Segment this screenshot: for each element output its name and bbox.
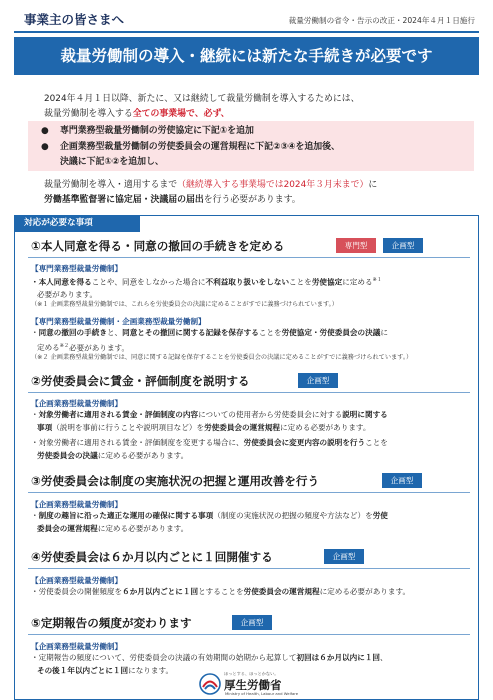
section-3-title: ③労使委員会は制度の実施状況の把握と運用改善を行う (31, 474, 320, 488)
s1-item2-part-f: 労使協定・労使委員会の決議 (281, 328, 381, 337)
requirement-bullet-2-text: 企画業務型裁量労働制の労使委員会の運営規程に下記②③④を追加後、 (60, 142, 340, 152)
section-1-title: ①本人同意を得る・同意の撤回の手続きを定める (31, 239, 285, 253)
s5-item-part-c: 、 (380, 653, 388, 662)
s1-item2-part-h: 定める (37, 343, 60, 353)
badge-kikaku-type: 企画型 (324, 549, 364, 564)
section-2-item-2 (31, 437, 471, 462)
badge-kikaku-type: 企画型 (383, 238, 423, 253)
s2-item1-part-f: （説明を事前に行うことや説明項目など）を (52, 422, 205, 432)
bullet-dot-icon: ● (41, 142, 49, 152)
intro-line-2-prefix: 裁量労働制を導入する (44, 109, 133, 119)
s2-item2-part-c: ことを (365, 438, 388, 447)
section-2-item-1 (31, 409, 471, 434)
intro-line-2 (44, 107, 464, 122)
s5-item-part-e: になります。 (128, 665, 174, 675)
section-4-item (31, 586, 471, 599)
section-1-item-2 (31, 327, 471, 355)
s1-item2-part-g: に (380, 328, 388, 337)
s4-item-part-b: ６か月以内ごとに１回 (122, 587, 199, 596)
s1-item2-part-d: 同意とその撤回に関する記録を保存する (122, 328, 259, 337)
s4-item-part-d: 労使委員会の運営規程 (243, 587, 320, 596)
s1-item2-footnote-mark: ※２ (59, 342, 69, 349)
logo-name: 厚生労働省 (224, 678, 282, 692)
s5-item-part-d: その後１年以内ごとに１回 (37, 665, 129, 675)
s3-item-part-d: 労使 (372, 511, 388, 520)
logo-english: Ministry of Health, Labour and Welfare (225, 691, 299, 696)
s3-item-part-b: 制度の趣旨に沿った適正な運用の確保に関する事項 (38, 511, 214, 520)
s1-item1-part-c: 不利益取り扱いをしない (205, 277, 290, 287)
section-3-divider (28, 492, 470, 493)
s1-item1-part-e: 労使協定 (311, 277, 343, 287)
requirement-bullet-1 (41, 124, 460, 138)
filing-emphasis: 労働基準監督署に協定届・決議届の届出 (44, 195, 204, 205)
section-1-category-2: 【専門業務型裁量労働制・企画業務型裁量労働制】 (31, 317, 206, 326)
section-1-note-2: （※２ 企画業務型裁量労働制では、同意に関する記録を保存することを労使委員会の決議に定めることがすでに義務づけられています。） (31, 354, 413, 361)
s1-item1-part-h: 必要があります。 (37, 290, 98, 300)
section-4-category: 【企画業務型裁量労働制】 (31, 576, 123, 585)
s3-item-part-e: 委員会の運営規程 (37, 523, 98, 533)
filing-line-2 (44, 193, 464, 208)
audience-label: 事業主の皆さまへ (24, 12, 125, 27)
header-divider (14, 31, 479, 33)
s3-item-part-f: に定める必要があります。 (97, 523, 189, 533)
s2-item1-part-a: ・ (31, 410, 39, 419)
page-header (14, 10, 479, 32)
s2-item1-part-g: 労使委員会の運営規程 (204, 422, 280, 432)
s1-item2-part-a: ・ (31, 328, 39, 337)
required-actions-tab: 対応が必要な事項 (14, 215, 140, 232)
s2-item1-part-d: 説明に関する (342, 410, 388, 419)
s1-item2-part-e: ことを (258, 328, 282, 337)
badge-senmon-type: 専門型 (336, 238, 376, 253)
requirement-bullet-2-continued: 決議に下記①②を追加し、 (60, 157, 164, 167)
intro-line-2-emphasis: 全ての事業場で、必ず、 (132, 109, 230, 119)
section-1-category-1: 【専門業務型裁量労働制】 (31, 264, 123, 273)
s4-item-part-a: ・労使委員会の開催頻度を (31, 587, 123, 596)
section-1-divider (28, 257, 470, 258)
s1-item2-part-b: 同意の撤回の手続き (38, 328, 107, 337)
bullet-dot-icon: ● (41, 126, 49, 136)
s1-item2-part-j: 必要があります。 (68, 343, 130, 353)
enforcement-notice: 裁量労働制の省令・告示の改正・2024年４月１日施行 (288, 16, 475, 25)
filing-instruction (44, 178, 464, 208)
s1-item1-part-b: ことや、同意をしなかった場合に (91, 277, 206, 287)
section-1-item-1 (31, 274, 471, 302)
s3-item-part-c: （制度の実施状況の把握の頻度や方法など）を (213, 511, 373, 520)
badge-kikaku-type: 企画型 (298, 373, 338, 388)
s4-item-part-c: とすることを (198, 587, 244, 596)
intro-line-1: 2024年４月１日以降、新たに、又は継続して裁量労働制を導入するためには、 (44, 94, 360, 104)
s1-item1-part-f: に定める (342, 277, 373, 287)
section-3-item (31, 510, 471, 535)
filing-line-2-suffix: を行う必要があります。 (203, 195, 301, 205)
s4-item-part-e: に定める必要があります。 (319, 587, 411, 596)
filing-suffix: に (368, 180, 378, 190)
s1-item1-part-d: ことを (289, 277, 312, 287)
s2-item1-part-c: についての使用者から労使委員会に対する (198, 410, 343, 419)
intro-text (44, 92, 464, 122)
s2-item1-part-e: 事項 (37, 422, 53, 432)
s3-item-part-a: ・ (31, 511, 39, 520)
s2-item1-part-b: 対象労働者に適用される賃金・評価制度の内容 (38, 410, 199, 419)
s1-item1-part-a: ・本人同意を得る (31, 277, 92, 287)
section-3-category: 【企画業務型裁量労働制】 (31, 500, 123, 509)
s1-item2-part-c: と、 (106, 328, 123, 337)
s5-item-part-a: ・定期報告の頻度について、労使委員会の決議の有効期間の始期から起算して (31, 653, 297, 662)
s1-item1-footnote-mark: ※１ (372, 277, 382, 283)
s2-item2-part-a: ・対象労働者に適用される賃金・評価制度を変更する場合に、 (31, 438, 244, 447)
s2-item2-part-d: 労使委員会の決議 (37, 450, 98, 460)
section-5-category: 【企画業務型裁量労働制】 (31, 642, 123, 651)
section-2-divider (28, 392, 470, 393)
requirement-bullet-2 (41, 140, 460, 154)
section-2-category: 【企画業務型裁量労働制】 (31, 399, 123, 408)
s2-item2-part-e: に定める必要があります。 (97, 450, 189, 460)
s2-item1-part-h: に定める必要があります。 (280, 422, 371, 432)
badge-kikaku-type: 企画型 (232, 615, 272, 630)
badge-kikaku-type: 企画型 (382, 473, 422, 488)
filing-line-1 (44, 178, 464, 193)
mhlw-logo (198, 670, 308, 698)
s5-item-part-b: 初回は６か月以内に１回 (296, 653, 381, 662)
requirement-bullet-1-text: 専門業務型裁量労働制の労使協定に下記①を追加 (60, 126, 254, 136)
section-2-title: ②労使委員会に賃金・評価制度を説明する (31, 374, 250, 388)
section-5-divider (28, 634, 470, 635)
main-title-banner: 裁量労働制の導入・継続には新たな手続きが必要です (14, 37, 479, 75)
filing-deadline-note: （継続導入する事業場では2024年３月末まで） (177, 180, 369, 190)
section-4-title: ④労使委員会は６か月以内ごとに１回開催する (31, 550, 273, 564)
filing-prefix: 裁量労働制を導入・適用するまで (44, 180, 178, 190)
mhlw-logo-icon (198, 672, 222, 696)
section-1-note-1: （※１ 企画業務型裁量労働制では、これらを労使委員会の決議に定めることがすでに義務づけられています。） (31, 301, 338, 308)
section-4-divider (28, 568, 470, 569)
s2-item2-part-b: 労使委員会に変更内容の説明を行う (243, 438, 366, 447)
logo-tagline: ほっとする、ほっとかない。 (224, 671, 279, 676)
section-5-title: ⑤定期報告の頻度が変わります (31, 616, 192, 630)
